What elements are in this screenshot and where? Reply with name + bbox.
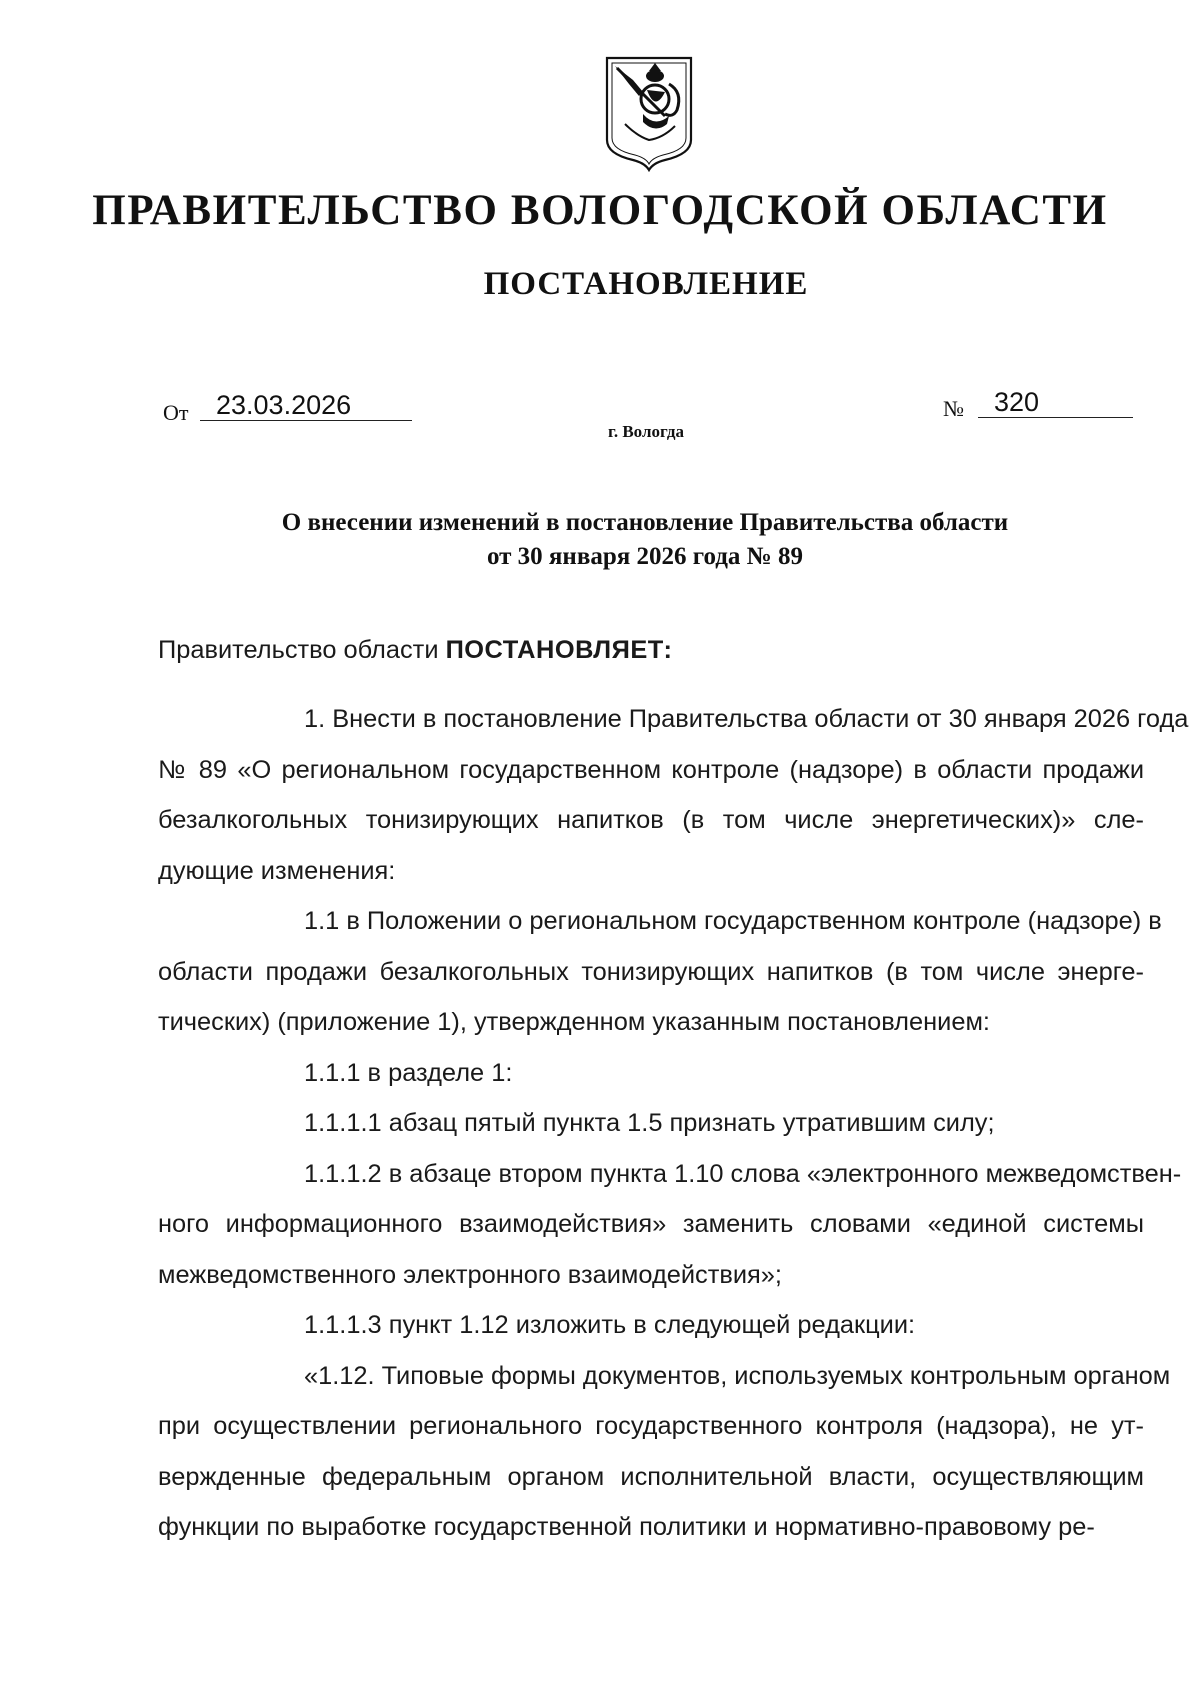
date-value: 23.03.2026 bbox=[200, 390, 412, 421]
document-body bbox=[158, 630, 1189, 1553]
paragraph-line: дующие изменения: bbox=[158, 856, 396, 885]
paragraph bbox=[158, 1149, 1182, 1301]
paragraph-line: межведомственного электронного взаимодействия»; bbox=[158, 1260, 782, 1289]
paragraph-line: «1.12. Типовые формы документов, используемых контрольным органом bbox=[304, 1361, 1171, 1390]
paragraph-line: ного информационного взаимодействия» заменить словами «единой системы bbox=[158, 1210, 1144, 1238]
subject-line: от 30 января 2026 года № 89 bbox=[486, 543, 804, 570]
paragraph-line: 1.1 в Положении о региональном государственном контроле (надзоре) в bbox=[304, 907, 1162, 935]
paragraph bbox=[158, 1098, 1144, 1149]
paragraph bbox=[158, 1351, 1171, 1553]
intro-text: Правительство области bbox=[158, 636, 446, 664]
document-subject bbox=[160, 506, 1130, 574]
paragraph-line: 1. Внести в постановление Правительства области от 30 января 2026 года bbox=[304, 705, 1189, 733]
paragraph-list bbox=[158, 694, 1189, 1553]
paragraph bbox=[158, 694, 1189, 896]
paragraph-line: 1.1.1.3 пункт 1.12 изложить в следующей редакции: bbox=[304, 1311, 916, 1339]
paragraph-line: безалкогольных тонизирующих напитков (в том числе энергетических)» сле- bbox=[158, 806, 1144, 834]
document-type: ПОСТАНОВЛЕНИЕ bbox=[483, 266, 809, 302]
paragraph-line: 1.1.1 в разделе 1: bbox=[304, 1058, 513, 1087]
paragraph-line: при осуществлении регионального государственного контроля (надзора), не ут- bbox=[158, 1412, 1144, 1440]
government-title: ПРАВИТЕЛЬСТВО ВОЛОГОДСКОЙ ОБЛАСТИ bbox=[92, 187, 1108, 234]
intro-sentence bbox=[158, 630, 1144, 670]
number-value: 320 bbox=[978, 387, 1133, 418]
paragraph-line: № 89 «О региональном государственном контроле (надзоре) в области продажи bbox=[158, 755, 1144, 784]
paragraph bbox=[158, 1300, 1144, 1351]
paragraph-line: вержденные федеральным органом исполнительной власти, осуществляющим bbox=[158, 1462, 1144, 1491]
paragraph bbox=[158, 896, 1162, 1048]
paragraph bbox=[158, 1048, 1144, 1099]
number-label: № bbox=[943, 396, 964, 421]
date-label: От bbox=[163, 400, 189, 425]
paragraph-line: области продажи безалкогольных тонизирующих напитков (в том числе энерге- bbox=[158, 957, 1144, 986]
paragraph-line: 1.1.1.2 в абзаце втором пункта 1.10 слова «электронного межведомствен- bbox=[304, 1159, 1182, 1188]
city-label: г. Вологда bbox=[608, 422, 684, 441]
paragraph-line: функции по выработке государственной политики и нормативно-правовому ре- bbox=[158, 1513, 1095, 1541]
intro-bold: ПОСТАНОВЛЯЕТ: bbox=[445, 636, 673, 664]
paragraph-line: тических) (приложение 1), утвержденном указанным постановлением: bbox=[158, 1008, 990, 1036]
paragraph-line: 1.1.1.1 абзац пятый пункта 1.5 признать утратившим силу; bbox=[304, 1109, 995, 1137]
coat-of-arms-emblem bbox=[603, 54, 695, 172]
subject-line: О внесении изменений в постановление Правительства области bbox=[281, 509, 1009, 536]
